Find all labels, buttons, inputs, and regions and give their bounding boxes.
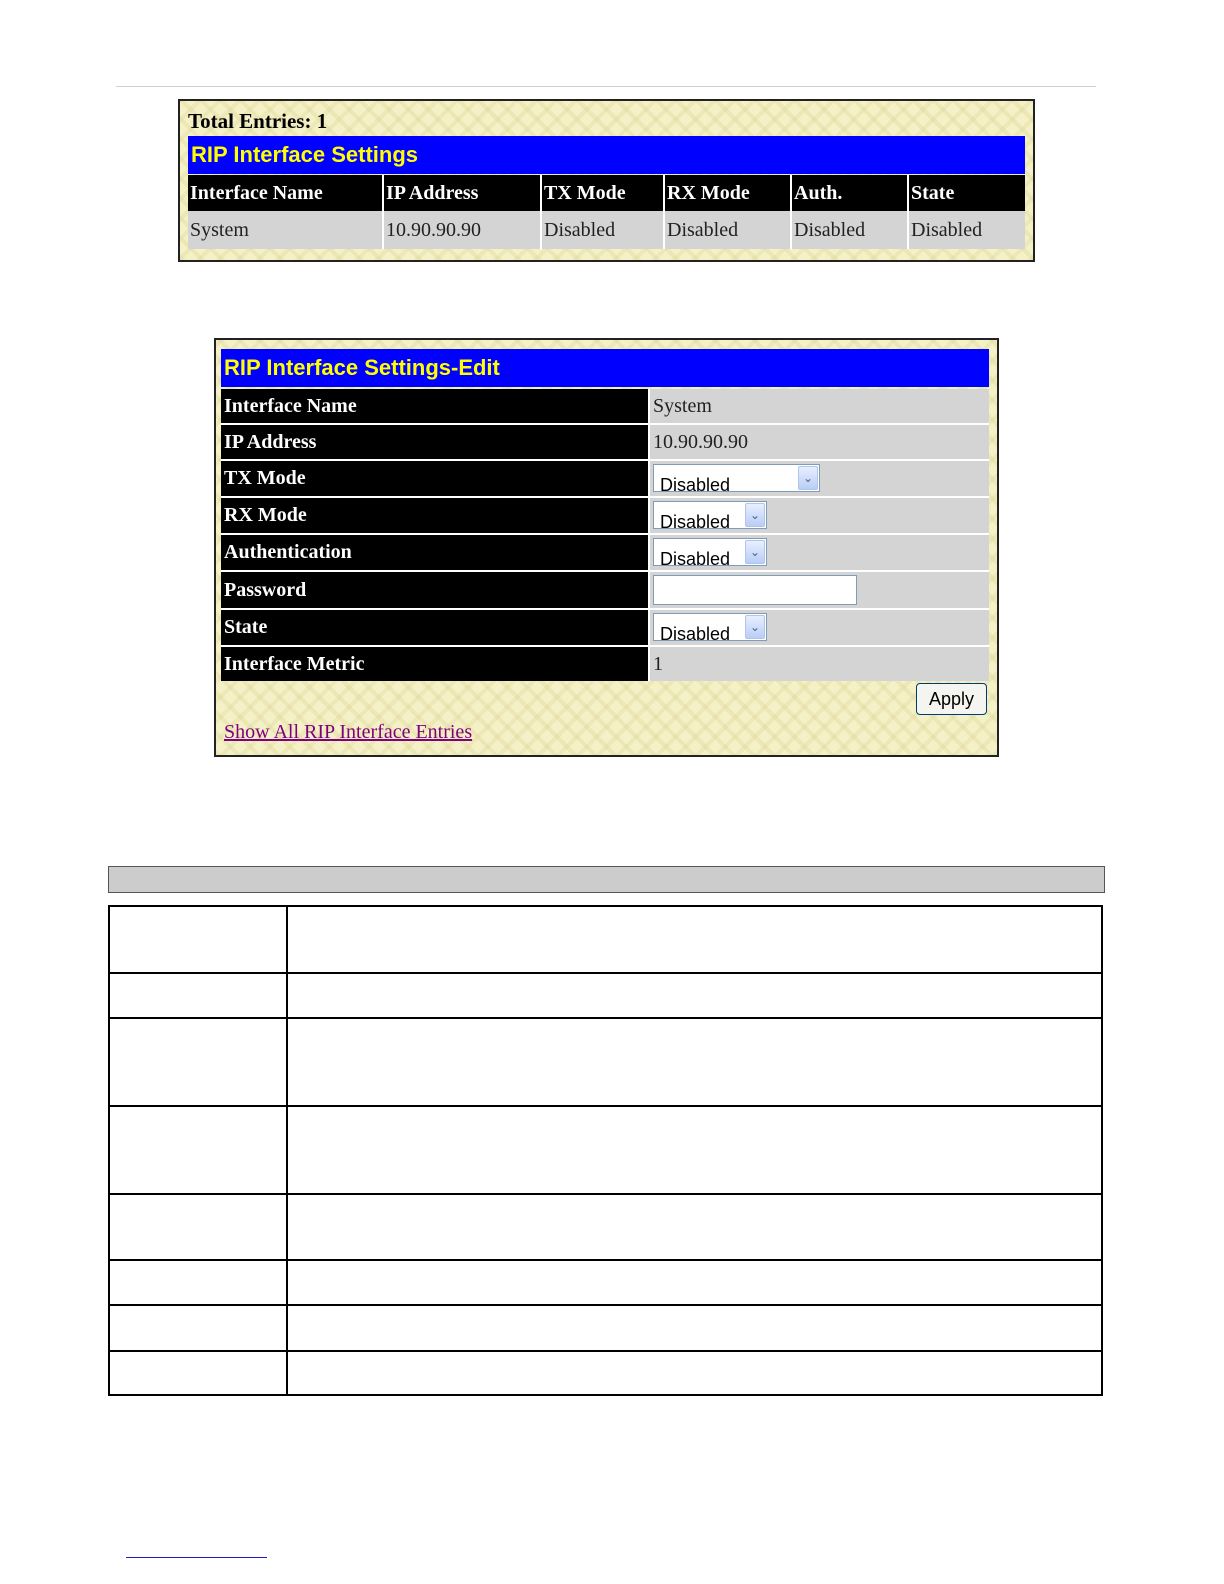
edit-title: RIP Interface Settings-Edit — [221, 349, 989, 387]
label-interface-metric: Interface Metric — [221, 647, 650, 681]
description-table — [108, 905, 1103, 1396]
table-row — [110, 1352, 1101, 1394]
col-auth: Auth. — [792, 175, 909, 211]
rx-mode-select[interactable] — [653, 501, 767, 532]
apply-button[interactable]: Apply — [916, 683, 987, 715]
cell-tx-mode: Disabled — [542, 211, 665, 249]
cell-rx-mode: Disabled — [665, 211, 792, 249]
table-row — [110, 1261, 1101, 1306]
row-ip-address — [221, 425, 989, 461]
header-rule — [116, 86, 1096, 87]
row-interface-metric — [221, 647, 989, 681]
table-row — [188, 211, 1025, 249]
chevron-down-icon[interactable]: ⌄ — [745, 540, 765, 564]
chevron-down-icon[interactable]: ⌄ — [798, 466, 818, 490]
authentication-cell — [650, 535, 989, 572]
col-tx-mode: TX Mode — [542, 175, 665, 211]
tx-mode-select[interactable] — [653, 464, 820, 495]
chevron-down-icon[interactable]: ⌄ — [745, 615, 765, 639]
value-ip-address: 10.90.90.90 — [650, 425, 989, 461]
cell-state: Disabled — [909, 211, 1025, 249]
label-state: State — [221, 610, 650, 647]
tx-mode-cell — [650, 461, 989, 498]
password-input[interactable] — [653, 575, 857, 605]
row-authentication — [221, 535, 989, 572]
table-row — [110, 1195, 1101, 1261]
table-row — [110, 1306, 1101, 1352]
table-row — [110, 907, 1101, 974]
chevron-down-icon[interactable]: ⌄ — [745, 503, 765, 527]
value-interface-name: System — [650, 389, 989, 425]
col-rx-mode: RX Mode — [665, 175, 792, 211]
list-title: RIP Interface Settings — [188, 136, 1025, 174]
label-password: Password — [221, 572, 650, 610]
rx-mode-selected: Disabled — [660, 512, 731, 532]
label-interface-name: Interface Name — [221, 389, 650, 425]
total-entries: Total Entries: 1 — [188, 109, 328, 133]
label-tx-mode: TX Mode — [221, 461, 650, 498]
col-interface-name: Interface Name — [188, 175, 384, 211]
rx-mode-cell — [650, 498, 989, 535]
table-row — [110, 974, 1101, 1019]
tx-mode-selected: Disabled — [660, 475, 731, 495]
state-cell — [650, 610, 989, 647]
label-rx-mode: RX Mode — [221, 498, 650, 535]
col-ip-address: IP Address — [384, 175, 542, 211]
state-select[interactable] — [653, 613, 767, 644]
row-rx-mode — [221, 498, 989, 535]
label-authentication: Authentication — [221, 535, 650, 572]
row-password — [221, 572, 989, 610]
table-header — [188, 175, 1025, 211]
row-state — [221, 610, 989, 647]
description-table-header — [108, 866, 1105, 893]
rip-interface-list-panel — [178, 99, 1035, 262]
row-interface-name — [221, 389, 989, 425]
authentication-selected: Disabled — [660, 549, 731, 569]
table-row — [110, 1019, 1101, 1107]
cell-ip-address: 10.90.90.90 — [384, 211, 542, 249]
rip-interface-edit-panel — [214, 338, 999, 757]
value-interface-metric: 1 — [650, 647, 989, 681]
state-selected: Disabled — [660, 624, 731, 644]
cell-auth: Disabled — [792, 211, 909, 249]
label-ip-address: IP Address — [221, 425, 650, 461]
show-all-rip-interface-entries-link[interactable]: Show All RIP Interface Entries — [224, 721, 473, 743]
col-state: State — [909, 175, 1025, 211]
password-cell — [650, 572, 989, 610]
row-tx-mode — [221, 461, 989, 498]
authentication-select[interactable] — [653, 538, 767, 569]
interface-link-system[interactable]: System — [188, 211, 384, 249]
footer-link-line — [126, 1557, 267, 1558]
table-row — [110, 1107, 1101, 1195]
